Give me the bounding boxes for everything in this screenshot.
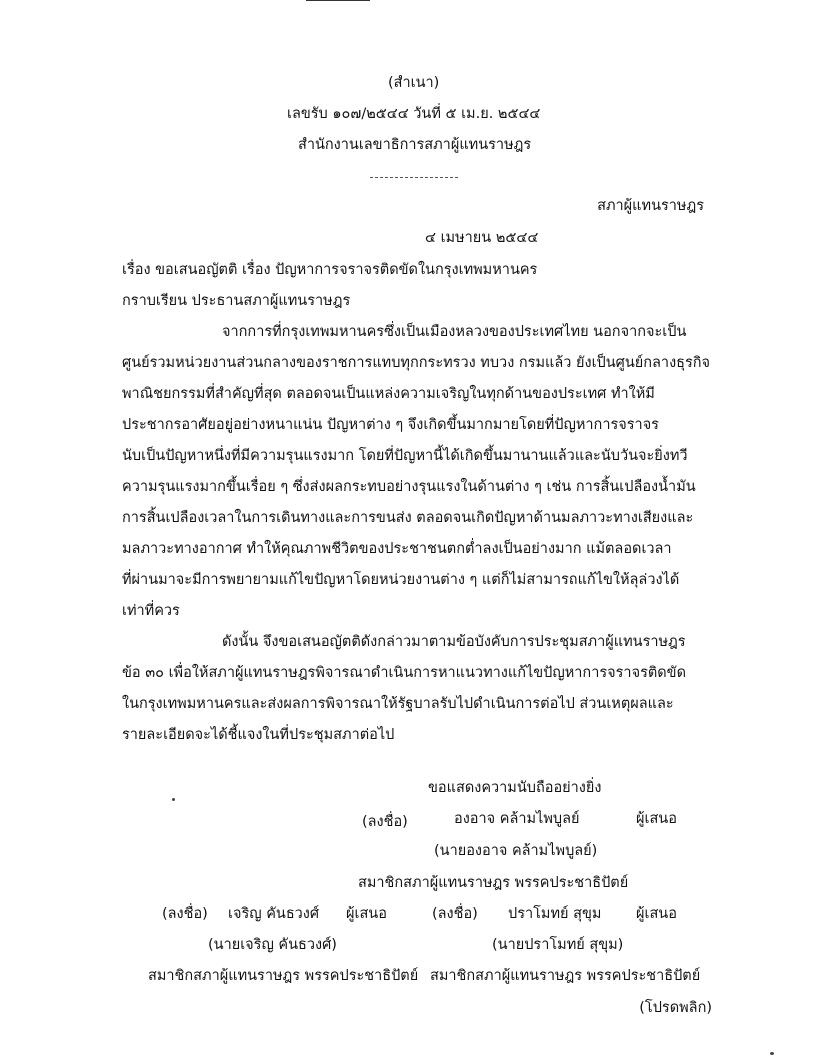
- salutation: กราบเรียน ประธานสภาผู้แทนราษฎร: [122, 293, 351, 309]
- body-line: มลภาวะทางอากาศ ทำให้คุณภาพชีวิตของประชาชนตกต่ำลงเป็นอย่างมาก แม้ตลอดเวลา: [122, 541, 672, 557]
- body-line: การสิ้นเปลืองเวลาในการเดินทางและการขนส่ง ตลอดจนเกิดปัญหาด้านมลภาวะทางเสียงและ: [122, 510, 694, 526]
- header-divider: [370, 177, 458, 178]
- body-line: ที่ผ่านมาจะมีการพยายามแก้ไขปัญหาโดยหน่วยงานต่าง ๆ แต่ก็ไม่สามารถแก้ไขให้ลุล่วงได้: [122, 572, 680, 588]
- letter-date: ๔ เมษายน ๒๕๔๔: [425, 230, 539, 246]
- signer-position: สมาชิกสภาผู้แทนราษฎร พรรคประชาธิปัตย์: [148, 968, 419, 984]
- signer-position: สมาชิกสภาผู้แทนราษฎร พรรคประชาธิปัตย์: [430, 968, 701, 984]
- sender-org: สภาผู้แทนราษฎร: [597, 198, 704, 214]
- signer-position: สมาชิกสภาผู้แทนราษฎร พรรคประชาธิปัตย์: [358, 875, 629, 891]
- scan-speck: [770, 1052, 774, 1055]
- closing-line: ขอแสดงความนับถืออย่างยิ่ง: [428, 780, 602, 796]
- signer-name: เจริญ คันธวงศ์: [228, 906, 320, 922]
- scan-speck: [172, 798, 175, 801]
- body-line: เท่าที่ควร: [122, 603, 180, 619]
- signer-full-name: (นายองอาจ คล้ามไพบูลย์): [434, 843, 598, 859]
- body-line: ข้อ ๓๐ เพื่อให้สภาผู้แทนราษฎรพิจารณาดำเนินการหาแนวทางแก้ไขปัญหาการจราจรติดขัด: [122, 665, 687, 681]
- body-line: จากการที่กรุงเทพมหานครซึ่งเป็นเมืองหลวงของประเทศไทย นอกจากจะเป็น: [222, 324, 687, 340]
- body-line: ในกรุงเทพมหานครและส่งผลการพิจารณาให้รัฐบาลรับไปดำเนินการต่อไป ส่วนเหตุผลและ: [122, 696, 674, 712]
- body-line: นับเป็นปัญหาหนึ่งที่มีความรุนแรงมาก โดยที่ปัญหานี้ได้เกิดขึ้นมานานแล้วและนับวันจะยิ่งทวี: [122, 448, 688, 464]
- secretariat-office: สำนักงานเลขาธิการสภาผู้แทนราษฎร: [298, 137, 532, 153]
- signer-role: ผู้เสนอ: [636, 906, 677, 922]
- signer-full-name: (นายปราโมทย์ สุขุม): [492, 937, 624, 953]
- signed-label: (ลงชื่อ): [432, 906, 478, 922]
- body-line: ประชากรอาศัยอยู่อย่างหนาแน่น ปัญหาต่าง ๆ จึงเกิดขึ้นมากมายโดยที่ปัญหาการจราจร: [122, 417, 659, 433]
- body-line: พาณิชยกรรมที่สำคัญที่สุด ตลอดจนเป็นแหล่งความเจริญในทุกด้านของประเทศ ทำให้มี: [122, 386, 655, 402]
- signer-role: ผู้เสนอ: [636, 811, 677, 827]
- body-line: รายละเอียดจะได้ชี้แจงในที่ประชุมสภาต่อไป: [122, 727, 395, 743]
- body-line: ความรุนแรงมากขึ้นเรื่อย ๆ ซึ่งส่งผลกระทบอย่างรุนแรงในด้านต่าง ๆ เช่น การสิ้นเปลืองน้ำมัน: [122, 479, 696, 495]
- scan-top-rule: [306, 0, 370, 1]
- copy-mark: (สำเนา): [388, 75, 440, 91]
- signer-name: ปราโมทย์ สุขุม: [508, 906, 602, 922]
- turn-over-note: (โปรดพลิก): [639, 1000, 712, 1016]
- subject-line: เรื่อง ขอเสนอญัตติ เรื่อง ปัญหาการจราจรติดขัดในกรุงเทพมหานคร: [122, 262, 538, 278]
- signed-label: (ลงชื่อ): [362, 814, 408, 830]
- receipt-number: เลขรับ ๑๐๗/๒๕๔๔ วันที่ ๕ เม.ย. ๒๕๔๔: [287, 106, 541, 122]
- body-line: ศูนย์รวมหน่วยงานส่วนกลางของราชการแทบทุกกระทรวง ทบวง กรมแล้ว ยังเป็นศูนย์กลางธุรกิจ: [122, 355, 711, 371]
- signer-name: องอาจ คล้ามไพบูลย์: [454, 811, 580, 827]
- signer-full-name: (นายเจริญ คันธวงศ์): [208, 937, 337, 953]
- body-line: ดังนั้น จึงขอเสนอญัตติดังกล่าวมาตามข้อบังคับการประชุมสภาผู้แทนราษฎร: [222, 634, 686, 650]
- signed-label: (ลงชื่อ): [162, 906, 208, 922]
- signer-role: ผู้เสนอ: [346, 906, 387, 922]
